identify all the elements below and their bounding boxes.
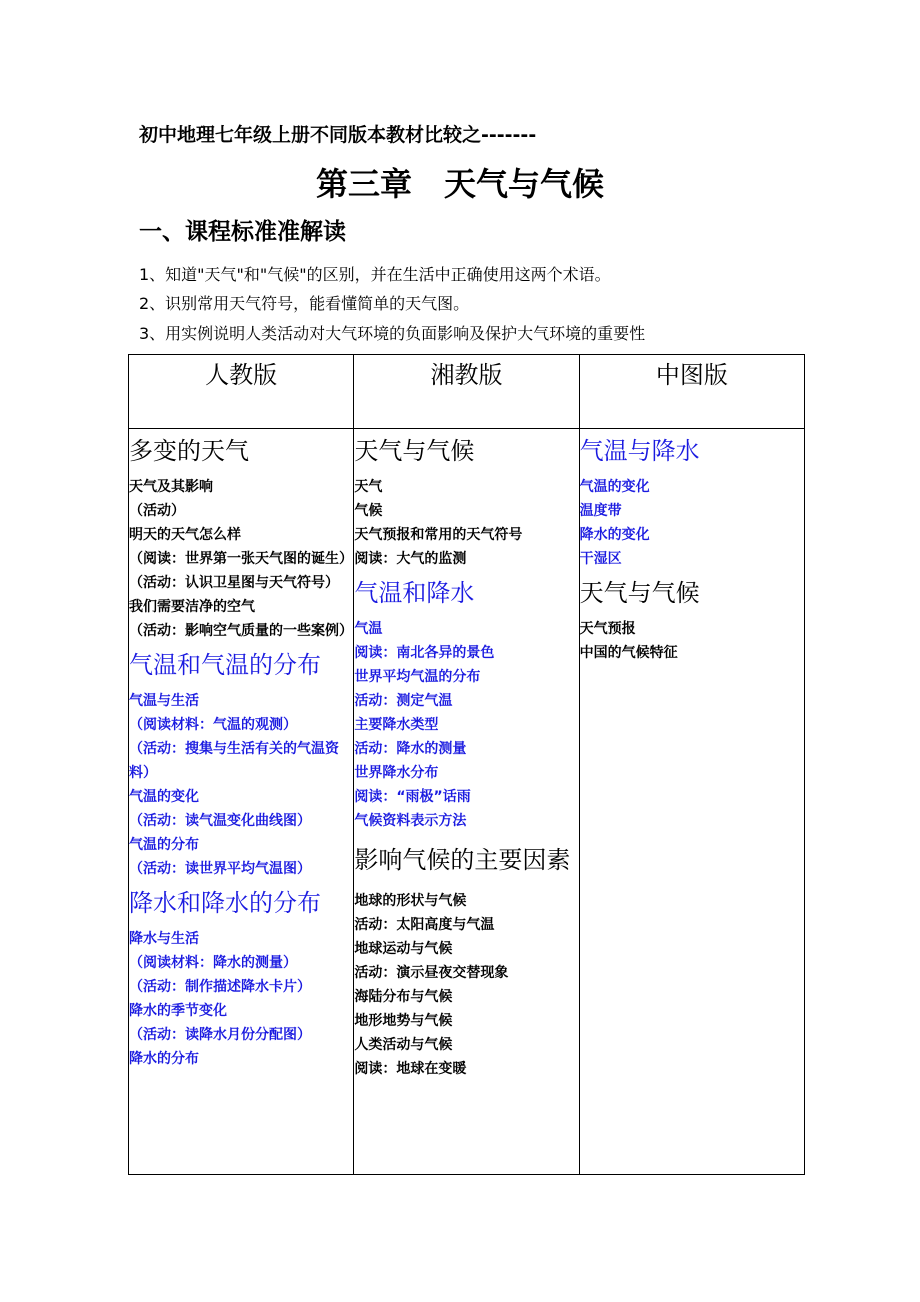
list-item: 明天的天气怎么样 (129, 527, 241, 543)
list-item: （活动：搜集与生活有关的气温资料） (129, 741, 339, 781)
list-item: （阅读：世界第一张天气图的诞生） (129, 551, 353, 567)
list-item: （活动：认识卫星图与天气符号） (129, 575, 339, 591)
document-title: 初中地理七年级上册不同版本教材比较之------- (139, 124, 537, 146)
list-item: 降水的季节变化 (129, 1003, 227, 1019)
table-header-row (129, 355, 805, 429)
list-item: 气候资料表示方法 (354, 813, 467, 829)
unit-heading: 天气与气候 (354, 437, 475, 465)
header-zhongtu: 中图版 (579, 355, 804, 429)
list-item: 气温 (354, 621, 383, 637)
unit-heading: 影响气候的主要因素 (354, 846, 571, 874)
unit-heading: 多变的天气 (129, 437, 249, 465)
list-item: 活动：太阳高度与气温 (354, 917, 495, 933)
list-item: 阅读：大气的监测 (354, 551, 467, 567)
list-item: 活动：演示昼夜交替现象 (354, 965, 509, 981)
unit-heading: 气温与降水 (579, 437, 700, 465)
list-item: 天气 (354, 479, 383, 495)
list-item: 气候 (354, 503, 383, 519)
header-xiangjiao: 湘教版 (354, 355, 579, 429)
unit-heading: 气温和降水 (354, 579, 475, 607)
list-item: （活动：制作描述降水卡片） (129, 979, 311, 995)
list-item: 阅读：南北各异的景色 (354, 645, 495, 661)
textbook-comparison-table (128, 354, 805, 1175)
list-item: 降水的变化 (579, 527, 650, 543)
list-item: （阅读材料：气温的观测） (129, 717, 297, 733)
list-item: 气温的变化 (129, 789, 199, 805)
list-item: 温度带 (579, 503, 622, 519)
list-item: 海陆分布与气候 (354, 989, 453, 1005)
section-title: 一、课程标准准解读 (139, 219, 346, 245)
standard-item-3: 3、用实例说明人类活动对大气环境的负面影响及保护大气环境的重要性 (139, 324, 646, 343)
list-item: 干湿区 (579, 551, 622, 567)
list-item: 天气及其影响 (129, 479, 213, 495)
list-item: 我们需要洁净的空气 (129, 599, 255, 615)
list-item: 天气预报 (579, 621, 636, 637)
list-item: 降水与生活 (129, 931, 199, 947)
list-item: 阅读：地球在变暖 (354, 1061, 467, 1077)
list-item: （阅读材料：降水的测量） (129, 955, 297, 971)
list-item: 地球运动与气候 (354, 941, 453, 957)
list-item: 活动：降水的测量 (354, 741, 467, 757)
list-item: 气温的分布 (129, 837, 199, 853)
chapter-title: 第三章 天气与气候 (315, 165, 604, 203)
list-item: 气温与生活 (129, 693, 199, 709)
unit-heading: 天气与气候 (579, 579, 700, 607)
unit-heading: 降水和降水的分布 (129, 889, 321, 917)
list-item: （活动：影响空气质量的一些案例） (129, 623, 353, 639)
list-item: 降水的分布 (129, 1051, 199, 1067)
column-zhongtu (579, 429, 804, 1175)
list-item: （活动：读世界平均气温图） (129, 861, 311, 877)
column-xiangjiao (354, 429, 579, 1175)
list-item: 人类活动与气候 (354, 1037, 453, 1053)
list-item: 天气预报和常用的天气符号 (354, 527, 523, 543)
list-item: 世界平均气温的分布 (354, 669, 481, 685)
list-item: 气温的变化 (579, 479, 650, 495)
list-item: （活动：读降水月份分配图） (129, 1027, 311, 1043)
header-renjiao: 人教版 (129, 355, 354, 429)
list-item: 世界降水分布 (354, 765, 439, 781)
standard-item-1: 1、知道"天气"和"气候"的区别，并在生活中正确使用这两个术语。 (139, 265, 611, 284)
standard-item-2: 2、识别常用天气符号，能看懂简单的天气图。 (139, 294, 470, 313)
table-content-row (129, 429, 805, 1175)
list-item: 主要降水类型 (354, 717, 439, 733)
list-item: 阅读：“雨极”话雨 (354, 789, 471, 805)
unit-heading: 气温和气温的分布 (129, 651, 321, 679)
list-item: （活动：读气温变化曲线图） (129, 813, 311, 829)
list-item: 地球的形状与气候 (354, 893, 467, 909)
column-renjiao (129, 429, 354, 1175)
list-item: 中国的气候特征 (579, 645, 678, 661)
list-item: 活动：测定气温 (354, 693, 453, 709)
list-item: （活动） (129, 503, 185, 519)
list-item: 地形地势与气候 (354, 1013, 453, 1029)
